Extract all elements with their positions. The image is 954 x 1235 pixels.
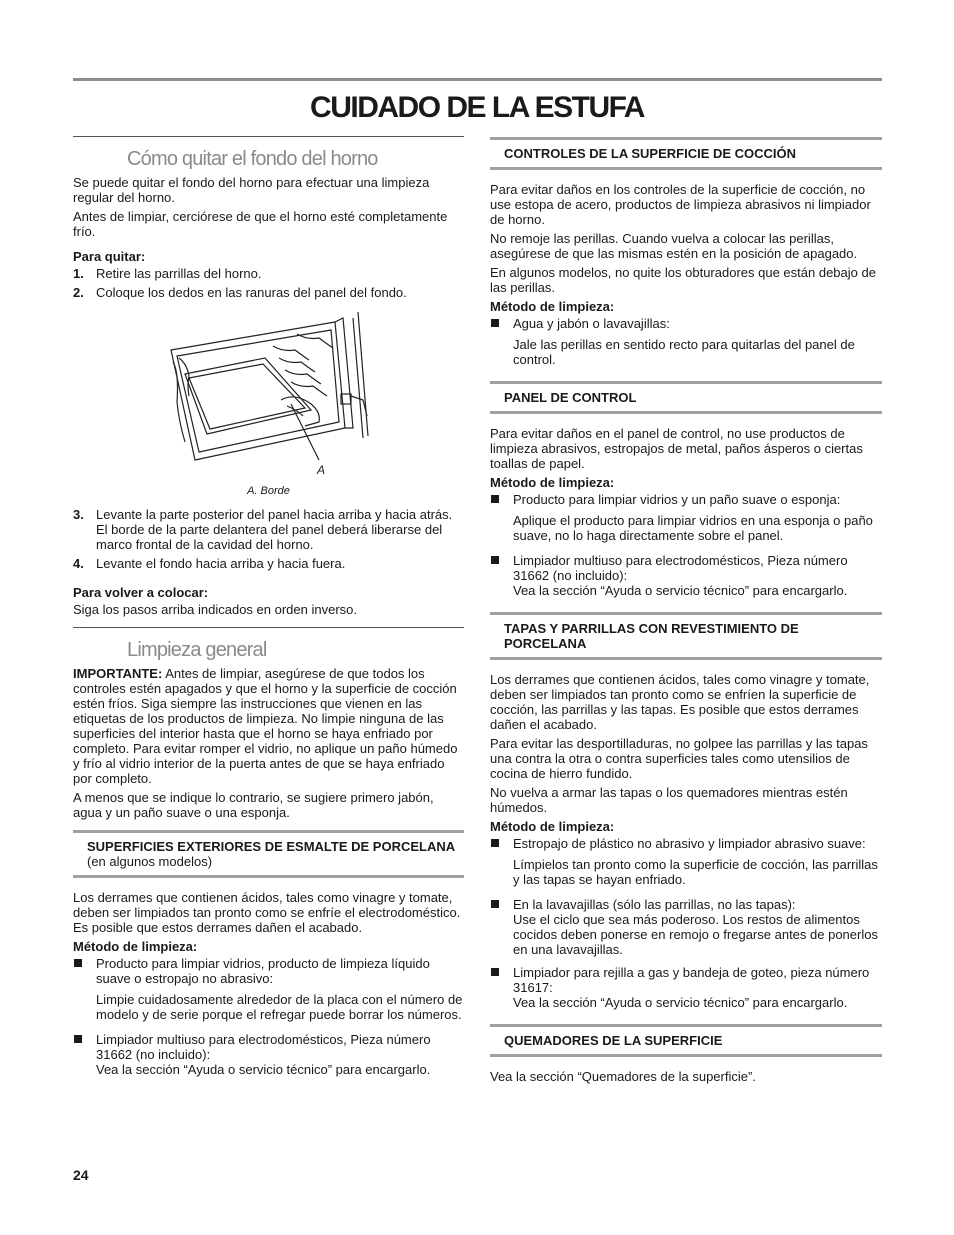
square-bullet-icon [74,1035,82,1043]
step-item [73,556,464,571]
bullet-text: En la lavavajillas (sólo las parrillas, no las tapas): [513,897,796,912]
enamel-heading: SUPERFICIES EXTERIORES DE ESMALTE DE PORCELANA [87,839,456,854]
figure-label-a: A [317,463,326,477]
bullet-list [490,553,882,598]
left-column [73,136,464,1081]
paragraph: Siga los pasos arriba indicados en orden inverso. [73,602,358,617]
bullet-text: Vea la sección “Ayuda o servicio técnico” para encargarlo. [96,1062,431,1077]
grates-heading: TAPAS Y PARRILLAS CON REVESTIMIENTO DE PORCELANA [490,612,882,660]
bullet-list [490,492,882,507]
bullet-item [490,836,882,851]
square-bullet-icon [491,319,499,327]
indented-text: Aplique el producto para limpiar vidrios en una esponja o paño suave, no lo haga directamente sobre el panel. [513,513,873,543]
paragraph: Para evitar daños en los controles de la superficie de cocción, no use estopa de acero, productos de limpieza abrasivos ni limpiador de horno. [490,182,871,227]
oven-bottom-drawing [73,310,464,480]
step-item [73,285,464,300]
step-item [73,266,464,281]
step-text: Levante la parte posterior del panel hacia arriba y hacia atrás. El borde de la parte delantera del panel deberá liberarse del marco frontal de la cavidad del horno. [96,507,453,552]
section-title-general-cleaning: Limpieza general [127,639,267,661]
paragraph: No remoje las perillas. Cuando vuelva a colocar las perillas, asegúrese de que las mismas estén en la posición de apagado. [490,231,858,261]
important-label: IMPORTANTE: [73,666,163,681]
paragraph: A menos que se indique lo contrario, se sugiere primero jabón, agua y un paño suave o una esponja. [73,790,434,820]
square-bullet-icon [74,959,82,967]
indented-text: Limpie cuidadosamente alrededor de la placa con el número de modelo y de serie porque el refregar puede borrar los números. [96,992,463,1022]
indented-text: Límpielos tan pronto como la superficie de cocción, las parrillas y las tapas se hayan enfriado. [513,857,878,887]
paragraph: Se puede quitar el fondo del horno para efectuar una limpieza regular del horno. [73,175,430,205]
bullet-text: Limpiador para rejilla a gas y bandeja de goteo, pieza número 31617: [513,965,870,995]
method-heading: Método de limpieza: [490,299,615,314]
remove-heading: Para quitar: [73,249,146,264]
right-column [490,137,882,1098]
step-text: Coloque los dedos en las ranuras del panel del fondo. [96,285,407,300]
section-controls [490,137,882,367]
step-number: 3. [73,507,84,522]
square-bullet-icon [491,556,499,564]
bullet-text: Producto para limpiar vidrios, producto de limpieza líquido suave o estropajo no abrasivo: [96,956,430,986]
step-number: 2. [73,285,84,300]
bullet-text: Limpiador multiuso para electrodomésticos, Pieza número 31662 (no incluido): [513,553,848,583]
square-bullet-icon [491,839,499,847]
bullet-item [490,965,882,1010]
square-bullet-icon [491,900,499,908]
bullet-item [490,492,882,507]
bullet-text: Vea la sección “Ayuda o servicio técnico” para encargarlo. [513,995,848,1010]
section-rule [73,627,464,628]
bullet-list [490,836,882,851]
bullet-list [73,1032,464,1077]
bullet-text: Vea la sección “Ayuda o servicio técnico” para encargarlo. [513,583,848,598]
indented-text: Jale las perillas en sentido recto para quitarlas del panel de control. [513,337,855,367]
paragraph: Los derrames que contienen ácidos, tales como vinagre y tomate, deben ser limpiados tan pronto como se enfríen la superficie de cocción, las parrillas y las tapas. Es posible que estos derrames dañen el acabado. [490,672,870,732]
bullet-text: Estropajo de plástico no abrasivo y limpiador abrasivo suave: [513,836,866,851]
paragraph: En algunos modelos, no quite los obturadores que están debajo de las perillas. [490,265,876,295]
bullet-item [490,897,882,957]
step-number: 1. [73,266,84,281]
bullet-text: Producto para limpiar vidrios y un paño suave o esponja: [513,492,841,507]
section-title-remove-bottom: Cómo quitar el fondo del horno [127,148,378,170]
square-bullet-icon [491,495,499,503]
section-grates [490,612,882,1010]
bullet-list [490,316,882,331]
bullet-text: Use el ciclo que sea más poderoso. Los restos de alimentos cocidos deben ponerse en remojo o fregarse antes de ponerlos en una lavavajillas. [513,912,878,957]
bullet-list [490,897,882,1010]
section-control-panel [490,381,882,598]
method-heading: Método de limpieza: [490,475,615,490]
bullet-text: Agua y jabón o lavavajillas: [513,316,670,331]
section-rule [73,136,464,137]
paragraph: Antes de limpiar, cerciórese de que el horno esté completamente frío. [73,209,448,239]
square-bullet-icon [491,968,499,976]
controls-heading: CONTROLES DE LA SUPERFICIE DE COCCIÓN [490,137,882,170]
replace-heading: Para volver a colocar: [73,585,209,600]
method-heading: Método de limpieza: [73,939,198,954]
step-item [73,507,464,552]
paragraph: Vea la sección “Quemadores de la superficie”. [490,1069,756,1084]
method-heading: Método de limpieza: [490,819,615,834]
steps-list [73,266,464,300]
enamel-heading-box [73,830,464,878]
section-burners [490,1024,882,1084]
figure-caption: A. Borde [247,485,290,497]
important-text: Antes de limpiar, asegúrese de que todos los controles estén apagados y que el horno y la superficie de cocción estén fríos. Siga siempre las instrucciones que vienen en las etiquetas de los productos de limpieza. No limpie ninguna de las superficies del interior hasta que el horno se haya enfriado por completo. Para evitar romper el vidrio, no aplique un paño húmedo y frío al vidrio interior de la puerta antes de que se haya enfriado por completo. [73,666,458,786]
step-text: Levante el fondo hacia arriba y hacia fuera. [96,556,346,571]
page-title: CUIDADO DE LA ESTUFA [310,91,644,124]
bullet-list [73,956,464,986]
bullet-item [490,553,882,598]
enamel-subheading: (en algunos modelos) [87,854,213,869]
paragraph: Para evitar daños en el panel de control, no use productos de limpieza abrasivos, estropajos de metal, paños ásperos o ciertas toallas de papel. [490,426,863,471]
oven-bottom-illustration [73,310,464,480]
burners-heading: QUEMADORES DE LA SUPERFICIE [490,1024,882,1057]
bullet-item [73,1032,464,1077]
bullet-text: Limpiador multiuso para electrodomésticos, Pieza número 31662 (no incluido): [96,1032,431,1062]
paragraph: Para evitar las desportilladuras, no golpee las parrillas y las tapas una contra la otra o contra superficies tales como utensilios de cocina de hierro fundido. [490,736,868,781]
steps-list [73,507,464,571]
top-rule [73,78,882,81]
bullet-item [73,956,464,986]
important-paragraph [73,666,464,786]
step-text: Retire las parrillas del horno. [96,266,262,281]
panel-heading: PANEL DE CONTROL [490,381,882,414]
paragraph: Los derrames que contienen ácidos, tales como vinagre y tomate, deben ser limpiados tan pronto como se enfríe el electrodoméstico. Es posible que estos derrames dañen el acabado. [73,890,461,935]
bullet-item [490,316,882,331]
page-number: 24 [73,1167,89,1183]
paragraph: No vuelva a armar las tapas o los quemadores mientras estén húmedos. [490,785,848,815]
step-number: 4. [73,556,84,571]
